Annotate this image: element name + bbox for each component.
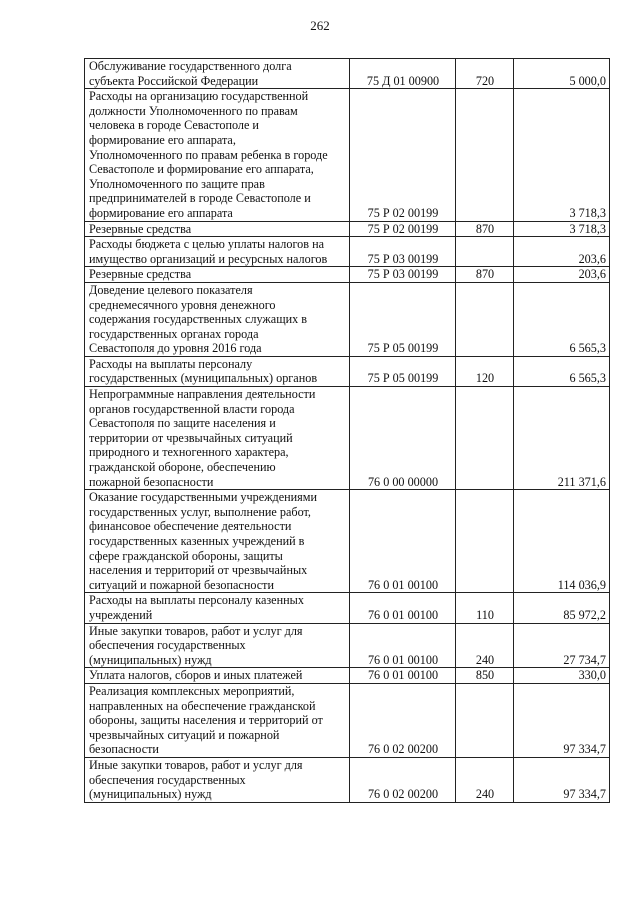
row-description	[85, 221, 350, 237]
description-line: Реализация комплексных мероприятий,	[89, 683, 295, 698]
table-row	[85, 267, 610, 283]
description-line: населения и территорий от чрезвычайных	[89, 563, 308, 578]
target-article-code: 75 Р 05 00199	[350, 282, 456, 356]
target-article-code: 76 0 02 00200	[350, 757, 456, 802]
row-description	[85, 387, 350, 490]
table-row	[85, 683, 610, 757]
description-line: ситуаций и пожарной безопасности	[89, 577, 274, 592]
description-line: чрезвычайных ситуаций и пожарной	[89, 727, 280, 742]
description-line: Расходы на организацию государственной	[89, 89, 309, 104]
table-row	[85, 490, 610, 593]
expense-type-code: 870	[456, 267, 514, 283]
row-description	[85, 490, 350, 593]
row-description	[85, 668, 350, 684]
description-line: имущество организаций и ресурсных налогов	[89, 251, 328, 266]
amount: 6 565,3	[514, 282, 610, 356]
target-article-code: 76 0 00 00000	[350, 387, 456, 490]
row-description	[85, 356, 350, 386]
expense-type-code	[456, 490, 514, 593]
amount: 5 000,0	[514, 59, 610, 89]
table-row	[85, 89, 610, 221]
description-line: государственных казенных учреждений в	[89, 534, 305, 548]
row-description	[85, 623, 350, 668]
expense-type-code: 240	[456, 757, 514, 802]
table-row	[85, 668, 610, 684]
amount: 27 734,7	[514, 623, 610, 668]
amount: 85 972,2	[514, 593, 610, 623]
description-line: человека в городе Севастополе и	[89, 118, 259, 133]
target-article-code: 75 Р 02 00199	[350, 89, 456, 221]
description-line: Резервные средства	[89, 267, 192, 282]
description-line: государственных услуг, выполнение работ,	[89, 504, 311, 519]
description-line: направленных на обеспечение гражданской	[89, 698, 316, 713]
description-line: (муниципальных) нужд	[89, 787, 212, 802]
description-line: Расходы на выплаты персоналу	[89, 356, 253, 371]
description-line: сфере гражданской обороны, защиты	[89, 548, 283, 563]
expense-type-code: 850	[456, 668, 514, 684]
description-line: Севастополя по защите населения и	[89, 416, 276, 431]
amount: 203,6	[514, 267, 610, 283]
row-description	[85, 89, 350, 221]
target-article-code: 76 0 02 00200	[350, 683, 456, 757]
description-line: должности Уполномоченного по правам	[89, 103, 298, 118]
amount: 97 334,7	[514, 683, 610, 757]
target-article-code: 76 0 01 00100	[350, 593, 456, 623]
description-line: природного и техногенного характера,	[89, 445, 289, 460]
expense-type-code	[456, 683, 514, 757]
amount: 97 334,7	[514, 757, 610, 802]
table-row	[85, 282, 610, 356]
description-line: содержания государственных служащих в	[89, 312, 308, 327]
row-description	[85, 237, 350, 267]
description-line: обороны, защиты населения и территорий от	[89, 713, 323, 728]
description-line: финансовое обеспечение деятельности	[89, 519, 292, 534]
description-line: государственных (муниципальных) органов	[89, 371, 318, 386]
target-article-code: 76 0 01 00100	[350, 623, 456, 668]
expense-type-code	[456, 387, 514, 490]
page-number: 262	[310, 18, 330, 33]
expense-type-code	[456, 89, 514, 221]
amount: 211 371,6	[514, 387, 610, 490]
row-description	[85, 59, 350, 89]
description-line: обеспечения государственных	[89, 638, 246, 653]
description-line: формирование его аппарата,	[89, 132, 236, 147]
table-row	[85, 757, 610, 802]
row-description	[85, 593, 350, 623]
target-article-code: 76 0 01 00100	[350, 668, 456, 684]
description-line: Севастополя до уровня 2016 года	[89, 341, 262, 356]
expense-type-code: 110	[456, 593, 514, 623]
row-description	[85, 757, 350, 802]
target-article-code: 76 0 01 00100	[350, 490, 456, 593]
description-line: Резервные средства	[89, 221, 192, 236]
description-line: Расходы бюджета с целью уплаты налогов на	[89, 237, 324, 252]
table-row	[85, 387, 610, 490]
expense-type-code: 720	[456, 59, 514, 89]
target-article-code: 75 Р 03 00199	[350, 237, 456, 267]
description-line: обеспечения государственных	[89, 772, 246, 787]
table-row	[85, 623, 610, 668]
description-line: Обслуживание государственного долга	[89, 59, 292, 73]
target-article-code: 75 Р 02 00199	[350, 221, 456, 237]
description-line: органов государственной власти города	[89, 401, 295, 416]
description-line: учреждений	[89, 607, 153, 622]
description-line: субъекта Российской Федерации	[89, 73, 259, 88]
table-row	[85, 593, 610, 623]
table-row	[85, 237, 610, 267]
row-description	[85, 282, 350, 356]
target-article-code: 75 Р 05 00199	[350, 356, 456, 386]
description-line: Непрограммные направления деятельности	[89, 387, 316, 402]
description-line: формирование его аппарата	[89, 205, 233, 220]
amount: 203,6	[514, 237, 610, 267]
expense-type-code: 240	[456, 623, 514, 668]
amount: 330,0	[514, 668, 610, 684]
row-description	[85, 683, 350, 757]
description-line: гражданской обороне, обеспечению	[89, 460, 276, 475]
row-description	[85, 267, 350, 283]
table-row	[85, 356, 610, 386]
description-line: Уполномоченного по правам ребенка в городе	[89, 147, 328, 162]
expense-type-code: 870	[456, 221, 514, 237]
description-line: Уплата налогов, сборов и иных платежей	[89, 668, 303, 683]
description-line: территории от чрезвычайных ситуаций	[89, 430, 293, 445]
description-line: Иные закупки товаров, работ и услуг для	[89, 623, 303, 638]
description-line: безопасности	[89, 742, 159, 757]
expense-type-code	[456, 282, 514, 356]
expense-type-code: 120	[456, 356, 514, 386]
amount: 3 718,3	[514, 221, 610, 237]
description-line: предпринимателей в городе Севастополе и	[89, 191, 311, 206]
description-line: (муниципальных) нужд	[89, 652, 212, 667]
description-line: пожарной безопасности	[89, 474, 214, 489]
budget-table	[84, 58, 610, 803]
expense-type-code	[456, 237, 514, 267]
amount: 6 565,3	[514, 356, 610, 386]
amount: 3 718,3	[514, 89, 610, 221]
description-line: среднемесячного уровня денежного	[89, 297, 276, 312]
description-line: Севастополе и формирование его аппарата,	[89, 162, 314, 177]
table-row	[85, 221, 610, 237]
amount: 114 036,9	[514, 490, 610, 593]
description-line: государственных органах города	[89, 326, 259, 341]
description-line: Доведение целевого показателя	[89, 282, 253, 297]
target-article-code: 75 Р 03 00199	[350, 267, 456, 283]
description-line: Расходы на выплаты персоналу казенных	[89, 593, 304, 608]
budget-table-body	[85, 59, 610, 803]
table-row	[85, 59, 610, 89]
description-line: Уполномоченного по защите прав	[89, 176, 265, 191]
description-line: Оказание государственными учреждениями	[89, 490, 318, 505]
description-line: Иные закупки товаров, работ и услуг для	[89, 757, 303, 772]
target-article-code: 75 Д 01 00900	[350, 59, 456, 89]
